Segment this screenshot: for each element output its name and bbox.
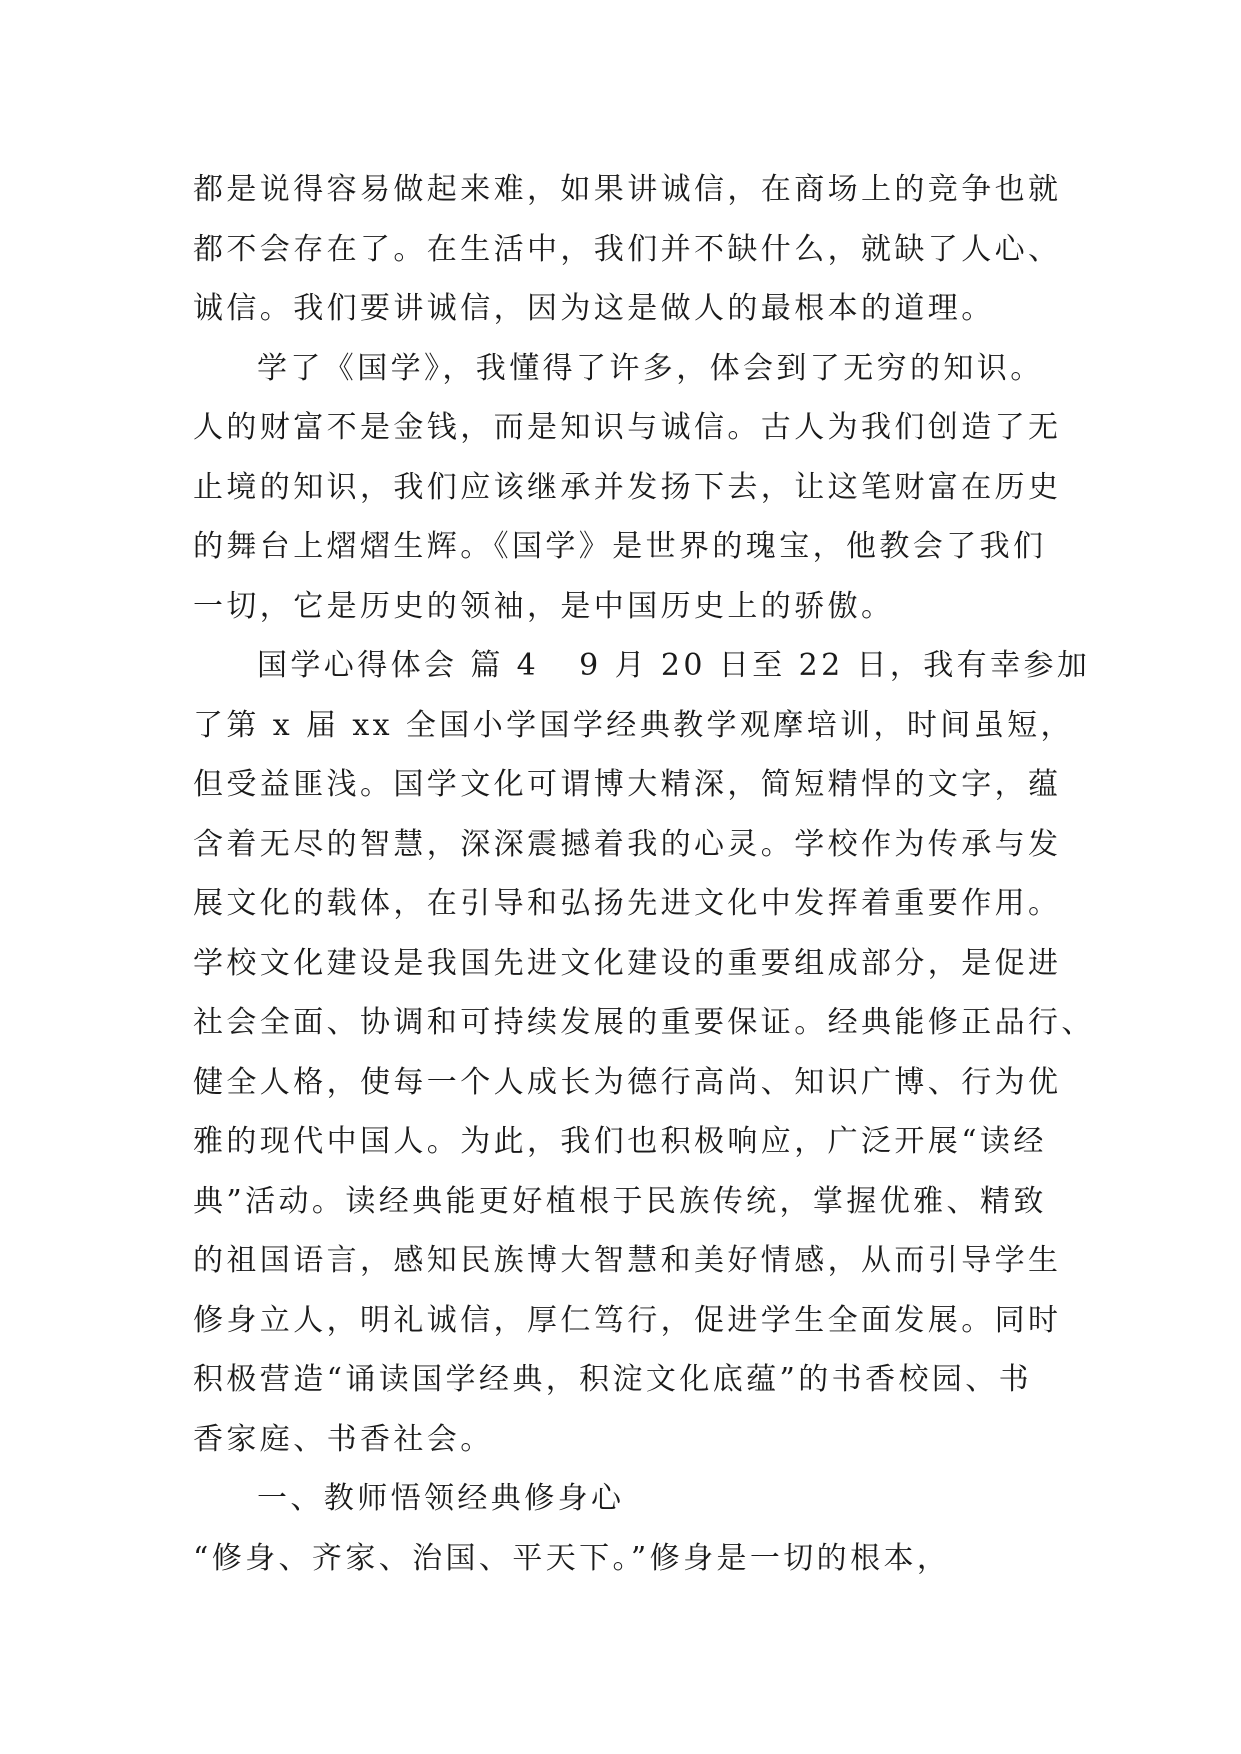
text-line: 健全人格，使每一个人成长为德行高尚、知识广博、行为优 [193, 1064, 1062, 1100]
text-line: 的祖国语言，感知民族博大智慧和美好情感，从而引导学生 [193, 1243, 1062, 1278]
text-line: 都是说得容易做起来难，如果讲诚信，在商场上的竞争也就 [193, 172, 1062, 207]
text-line: 人的财富不是金钱，而是知识与诚信。古人为我们创造了无 [193, 410, 1062, 445]
text-line: 积极营造“诵读国学经典，积淀文化底蕴”的书香校园、书 [193, 1362, 1033, 1397]
text-line: 止境的知识，我们应该继承并发扬下去，让这笔财富在历史 [193, 469, 1062, 505]
text-line: 的舞台上熠熠生辉。《国学》是世界的瑰宝，他教会了我们 [193, 529, 1047, 564]
section-heading-line [193, 636, 1091, 696]
text-line: “修身、齐家、治国、平天下。”修身是一切的根本， [193, 1540, 951, 1576]
text-line: 但受益匪浅。国学文化可谓博大精深，简短精悍的文字，蕴 [193, 767, 1062, 802]
subsection-heading: 一、教师悟领经典修身心 [257, 1481, 625, 1516]
text-line: 展文化的载体，在引导和弘扬先进文化中发挥着重要作用。 [193, 886, 1062, 921]
paragraph-start-line: 学了《国学》，我懂得了许多，体会到了无穷的知识。 [257, 350, 1044, 386]
text-line: 雅的现代中国人。为此，我们也积极响应，广泛开展“读经 [193, 1124, 1047, 1159]
text-line: 诚信。我们要讲诚信，因为这是做人的最根本的道理。 [193, 291, 995, 326]
text-line: 学校文化建设是我国先进文化建设的重要组成部分，是促进 [193, 945, 1062, 981]
text-line: 都不会存在了。在生活中，我们并不缺什么，就缺了人心、 [193, 231, 1062, 267]
section-intro-text: 9 月 20 日至 22 日，我有幸参加 [579, 648, 1091, 683]
text-line: 含着无尽的智慧，深深震撼着我的心灵。学校作为传承与发 [193, 826, 1062, 862]
text-line: 社会全面、协调和可持续发展的重要保证。经典能修正品行、 [193, 1005, 1095, 1040]
text-line: 了第 x 届 xx 全国小学国学经典教学观摩培训，时间虽短， [193, 707, 1074, 743]
text-line: 修身立人，明礼诚信，厚仁笃行，促进学生全面发展。同时 [193, 1302, 1062, 1338]
text-line: 香家庭、书香社会。 [193, 1421, 494, 1457]
body-text [193, 160, 1095, 1588]
text-line: 典”活动。读经典能更好植根于民族传统，掌握优雅、精致 [193, 1183, 1047, 1219]
text-line: 一切，它是历史的领袖，是中国历史上的骄傲。 [193, 588, 895, 624]
section-heading: 国学心得体会 篇 4 [257, 648, 540, 683]
